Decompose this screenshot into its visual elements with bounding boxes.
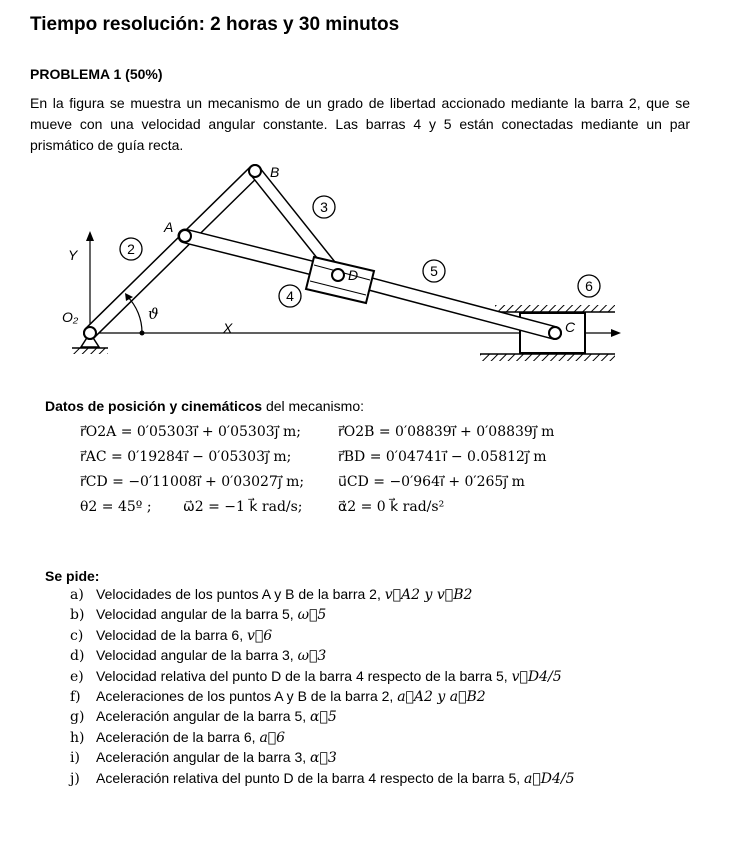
joint-a bbox=[179, 230, 191, 242]
label-o2: O₂ bbox=[62, 309, 79, 325]
x-axis-arrow bbox=[611, 329, 621, 337]
bar-number-3: 3 bbox=[320, 199, 328, 215]
question-h: h) Aceleración de la barra 6, a⃗6 bbox=[70, 728, 286, 746]
label-d: D bbox=[348, 267, 359, 283]
label-y: Y bbox=[68, 247, 78, 263]
joint-b bbox=[249, 165, 261, 177]
question-f: f) Aceleraciones de los puntos A y B de la barra 2, a⃗A2 y a⃗B2 bbox=[70, 687, 486, 705]
data-heading: Datos de posición y cinemáticos del mecanismo: bbox=[45, 398, 364, 414]
label-x: X bbox=[223, 320, 233, 336]
problem-statement: En la figura se muestra un mecanismo de un grado de libertad accionado mediante la barra 2, que se mueve con una velocidad angular constante. Las barras 4 y 5 están conectadas mediante un par prismático de guía recta. bbox=[30, 95, 690, 153]
eq-r-bd: r⃗BD = 0′04741ı⃗ − 0.05812ȷ⃗ m bbox=[338, 449, 547, 465]
bar-number-2: 2 bbox=[127, 241, 135, 257]
eq-r-cd: r⃗CD = −0′11008ı⃗ + 0′03027ȷ⃗ m; bbox=[80, 474, 305, 490]
page-title: Tiempo resolución: 2 horas y 30 minutos bbox=[30, 14, 400, 35]
question-e: e) Velocidad relativa del punto D de la barra 4 respecto de la barra 5, v⃗D4/5 bbox=[70, 667, 562, 685]
problem-heading: PROBLEMA 1 (50%) bbox=[30, 66, 163, 82]
bar-number-4: 4 bbox=[286, 288, 294, 304]
eq-r-o2a: r⃗O2A = 0′05303ı⃗ + 0′05303ȷ⃗ m; bbox=[80, 424, 301, 440]
label-b: B bbox=[270, 164, 280, 180]
question-a: a) Velocidades de los puntos A y B de la barra 2, v⃗A2 y v⃗B2 bbox=[70, 586, 473, 603]
question-list bbox=[70, 586, 575, 790]
question-b: b) Velocidad angular de la barra 5, ω⃗5 bbox=[70, 606, 327, 624]
ground-hatch-o2 bbox=[72, 348, 108, 354]
label-theta: ϑ bbox=[148, 305, 159, 323]
eq-u-cd: u⃗CD = −0′964ı⃗ + 0′265ȷ⃗ m bbox=[338, 474, 525, 490]
label-a: A bbox=[164, 219, 174, 235]
question-g: g) Aceleración angular de la barra 5, α⃗5 bbox=[70, 708, 337, 726]
y-axis-arrow bbox=[86, 231, 94, 241]
joint-d bbox=[332, 269, 344, 281]
eq-omega2: ω⃗2 = −1 k⃗ rad/s; bbox=[183, 499, 303, 515]
joint-c bbox=[549, 327, 561, 339]
bar-number-5: 5 bbox=[430, 263, 438, 279]
question-d: d) Velocidad angular de la barra 3, ω⃗3 bbox=[70, 647, 327, 665]
question-c: c) Velocidad de la barra 6, v⃗6 bbox=[70, 626, 273, 644]
rail-bottom-hatch bbox=[480, 354, 615, 361]
question-j: j) Aceleración relativa del punto D de la barra 4 respecto de la barra 5, a⃗D4/5 bbox=[70, 769, 575, 787]
question-i: i) Aceleración angular de la barra 3, α⃗3 bbox=[70, 749, 337, 767]
eq-alpha2: α⃗2 = 0 k⃗ rad/s² bbox=[338, 499, 445, 515]
joint-o2 bbox=[84, 327, 96, 339]
bar-number-6: 6 bbox=[585, 278, 593, 294]
eq-r-ac: r⃗AC = 0′19284ı⃗ − 0′05303ȷ⃗ m; bbox=[80, 449, 292, 465]
mechanism-figure bbox=[60, 155, 630, 375]
angle-origin-dot bbox=[140, 331, 145, 336]
eq-r-o2b: r⃗O2B = 0′08839ı⃗ + 0′08839ȷ⃗ m bbox=[338, 424, 555, 440]
rail-top-hatch bbox=[495, 305, 615, 312]
label-c: C bbox=[565, 319, 576, 335]
questions-heading: Se pide: bbox=[45, 568, 100, 584]
eq-theta2: θ2 = 45º ; bbox=[80, 499, 152, 515]
